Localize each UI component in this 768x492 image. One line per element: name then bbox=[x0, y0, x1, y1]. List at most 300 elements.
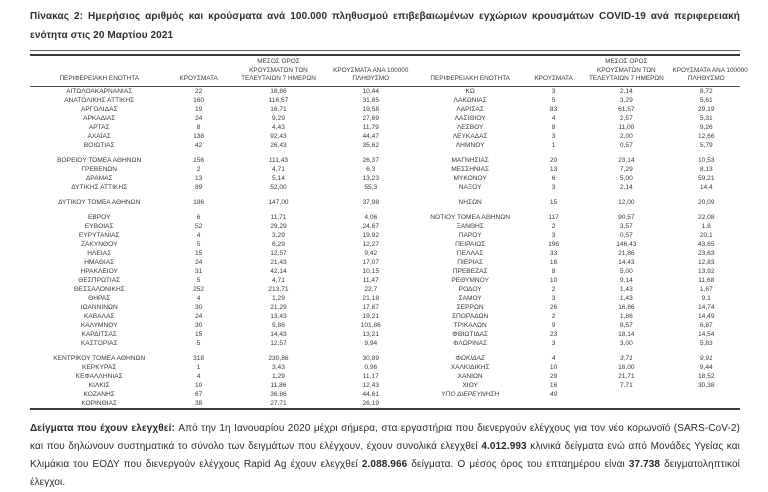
table-row bbox=[30, 285, 740, 294]
right-per100k-value: 1,8 bbox=[701, 222, 711, 230]
right-region-name: ΝΑΞΟΥ bbox=[458, 183, 482, 191]
right-avg7-value: 21,86 bbox=[618, 249, 635, 257]
left-avg7-value: 116,57 bbox=[268, 96, 289, 104]
left-region-name: ΕΥΒΟΙΑΣ bbox=[84, 222, 114, 230]
left-cases-value: 4 bbox=[196, 372, 201, 380]
left-per100k-value: 37,98 bbox=[362, 198, 380, 206]
left-per100k-value: 12,27 bbox=[362, 240, 380, 248]
right-avg7-value: 2,14 bbox=[619, 87, 633, 95]
covid-table-container bbox=[30, 57, 748, 410]
right-avg7-value: 16,86 bbox=[618, 303, 635, 311]
left-avg7-value: 9,86 bbox=[272, 321, 285, 329]
left-region-name: ΚΑΡΔΙΤΣΑΣ bbox=[81, 330, 117, 338]
left-avg7-value: 3,43 bbox=[272, 363, 285, 371]
left-avg7-value: 16,71 bbox=[270, 105, 287, 113]
right-avg7-value: 2,57 bbox=[619, 114, 633, 122]
footnote-bold-text: 4.012.993 bbox=[481, 440, 527, 452]
left-avg7-value: 13,43 bbox=[270, 312, 287, 320]
table-row bbox=[30, 132, 740, 141]
table-row bbox=[30, 339, 740, 348]
right-cases-value: 16 bbox=[549, 258, 558, 266]
left-per100k-value: 44,61 bbox=[362, 390, 380, 398]
right-region-name: ΦΛΩΡΙΝΑΣ bbox=[453, 339, 488, 347]
right-cases-value: 49 bbox=[549, 390, 558, 398]
right-per100k-value: 18,52 bbox=[697, 372, 715, 380]
table-row bbox=[30, 249, 740, 258]
left-cases-value: 1 bbox=[196, 363, 201, 371]
right-avg7-value: 21,71 bbox=[618, 372, 635, 380]
right-per100k-value: 14,74 bbox=[697, 303, 715, 311]
left-region-name: ΑΡΤΑΣ bbox=[88, 123, 110, 131]
right-avg7-value: 0,57 bbox=[619, 141, 633, 149]
right-avg7-value bbox=[580, 390, 672, 399]
right-region-name: ΛΑΣΙΘΙΟΥ bbox=[454, 114, 486, 122]
left-avg7-value: 9,29 bbox=[272, 114, 285, 122]
right-avg7-value: 61,57 bbox=[618, 105, 635, 113]
left-avg7-value: 5,14 bbox=[272, 174, 285, 182]
left-per100k-value: 10,44 bbox=[362, 87, 380, 95]
footnote-text: δείγματα. Ο μέσος όρος του επταημέρου είναι bbox=[407, 458, 629, 470]
table-row bbox=[30, 96, 740, 105]
left-avg7-value: 21,43 bbox=[270, 258, 287, 266]
right-per100k-value: 5,83 bbox=[699, 339, 713, 347]
left-per100k-value: 13,21 bbox=[362, 330, 380, 338]
left-avg7-value: 92,43 bbox=[270, 132, 287, 140]
left-region-name: ΖΑΚΥΝΘΟΥ bbox=[81, 240, 118, 248]
left-per100k-value: 26,37 bbox=[362, 156, 380, 164]
right-per100k-value: 9,91 bbox=[699, 354, 713, 362]
left-cases-value: 13 bbox=[194, 174, 203, 182]
right-region-name: ΛΕΥΚΑΔΑΣ bbox=[452, 132, 488, 140]
left-cases-value: 252 bbox=[193, 285, 205, 293]
left-cases-value: 138 bbox=[193, 132, 205, 140]
left-avg7-value: 29,29 bbox=[270, 222, 287, 230]
left-per100k-value: 55,3 bbox=[364, 183, 378, 191]
left-region-name: ΕΥΡΥΤΑΝΙΑΣ bbox=[78, 231, 120, 239]
footnote-bold-text: 2.088.966 bbox=[361, 458, 408, 470]
right-avg7-value: 23,14 bbox=[618, 156, 635, 164]
left-cases-value: 5 bbox=[196, 339, 201, 347]
right-region-name: ΡΟΔΟΥ bbox=[458, 285, 482, 293]
left-per100k-value: 19,58 bbox=[362, 105, 380, 113]
right-avg7-value: 3,71 bbox=[619, 354, 633, 362]
left-cases-value: 30 bbox=[194, 303, 203, 311]
left-region-name: ΔΡΑΜΑΣ bbox=[85, 174, 113, 182]
left-avg7-value: 26,43 bbox=[270, 141, 287, 149]
left-per100k-value: 4,06 bbox=[364, 213, 378, 221]
right-avg7-value: 14,43 bbox=[618, 258, 635, 266]
table-row bbox=[30, 372, 740, 381]
table-header-row bbox=[30, 57, 740, 86]
table-row bbox=[30, 267, 740, 276]
left-avg7-value: 4,71 bbox=[272, 276, 285, 284]
right-avg7-value: 0,57 bbox=[619, 231, 633, 239]
table-row bbox=[30, 114, 740, 123]
right-per100k-value: 12,83 bbox=[697, 258, 715, 266]
right-region-name: ΛΗΜΝΟΥ bbox=[455, 141, 485, 149]
table-row bbox=[30, 330, 740, 339]
left-cases-value: 15 bbox=[194, 330, 203, 338]
table-row bbox=[30, 165, 740, 174]
left-per100k-value: 24,67 bbox=[362, 222, 380, 230]
right-per100k-value: 59,21 bbox=[697, 174, 715, 182]
left-per100k-value: 35,62 bbox=[362, 141, 380, 149]
left-region-name: ΚΑΛΥΜΝΟΥ bbox=[80, 321, 118, 329]
right-avg7-value: 7,29 bbox=[619, 165, 633, 173]
right-avg7-value: 90,57 bbox=[618, 213, 635, 221]
left-cases-value: 318 bbox=[193, 354, 205, 362]
left-cases-value: 10 bbox=[194, 381, 203, 389]
right-avg7-value: 5,00 bbox=[619, 267, 633, 275]
right-per100k-value: 13,92 bbox=[697, 267, 715, 275]
left-cases-value: 5 bbox=[196, 276, 201, 284]
left-region-name: ΑΙΤΩΛΟΑΚΑΡΝΑΝΙΑΣ bbox=[66, 87, 133, 95]
right-per100k-value: 11,68 bbox=[698, 276, 715, 284]
left-region-name: ΗΡΑΚΛΕΙΟΥ bbox=[80, 267, 118, 275]
left-region-name: ΑΧΑΪΑΣ bbox=[87, 132, 111, 140]
footnote-bold-text: Δείγματα που έχουν ελεγχθεί: bbox=[30, 422, 179, 434]
left-region-name: ΚΑΣΤΟΡΙΑΣ bbox=[80, 339, 118, 347]
left-cases-value: 5 bbox=[196, 240, 201, 248]
footnote-text: κλινικά δείγματα ενώ από Μονάδες Υγείας και Κλιμάκια του ΕΟΔΥ που διενεργούν ελέγχους Rapid Ag έχουν ελεγχθεί bbox=[30, 440, 740, 470]
right-region-name bbox=[413, 399, 527, 408]
right-cases-value: 3 bbox=[551, 339, 556, 347]
table-row bbox=[30, 213, 740, 222]
left-per100k-value: 19,92 bbox=[362, 231, 380, 239]
left-region-name: ΔΥΤΙΚΗΣ ΑΤΤΙΚΗΣ bbox=[71, 183, 128, 191]
left-region-name: ΘΕΣΣΑΛΟΝΙΚΗΣ bbox=[73, 285, 125, 293]
left-cases-value: 31 bbox=[194, 267, 203, 275]
right-per100k-value: 9,26 bbox=[699, 123, 713, 131]
left-avg7-value: 111,43 bbox=[268, 156, 289, 164]
left-avg7-value: 4,71 bbox=[272, 165, 285, 173]
table-row bbox=[30, 156, 740, 165]
right-cases-value: 2 bbox=[551, 285, 556, 293]
right-per100k-value: 20,09 bbox=[697, 198, 715, 206]
right-cases-value: 6 bbox=[551, 174, 556, 182]
right-region-name: ΛΑΡΙΣΑΣ bbox=[456, 105, 484, 113]
right-cases-value: 33 bbox=[549, 249, 558, 257]
right-per100k-value: 14,54 bbox=[697, 330, 715, 338]
right-per100k-value: 5,61 bbox=[699, 96, 713, 104]
left-per100k-value: 10,15 bbox=[362, 267, 380, 275]
right-region-name: ΣΕΡΡΩΝ bbox=[456, 303, 484, 311]
right-cases-value: 3 bbox=[551, 132, 556, 140]
right-avg7-value: 18,14 bbox=[618, 330, 635, 338]
left-region-name: ΓΡΕΒΕΝΩΝ bbox=[81, 165, 118, 173]
right-region-name: ΣΑΜΟΥ bbox=[458, 294, 482, 302]
table-row bbox=[30, 174, 740, 183]
right-per100k-value: 10,53 bbox=[697, 156, 715, 164]
right-cases-value: 9 bbox=[551, 321, 556, 329]
left-per100k-value: 19,21 bbox=[362, 312, 380, 320]
left-avg7-value: 230,86 bbox=[268, 354, 289, 362]
right-region-name: ΧΙΟΥ bbox=[462, 381, 478, 389]
right-per100k-value: 5,79 bbox=[699, 141, 713, 149]
right-cases-value: 3 bbox=[551, 294, 556, 302]
table-row bbox=[30, 105, 740, 114]
table-row bbox=[30, 312, 740, 321]
table-row bbox=[30, 303, 740, 312]
left-region-name: ΑΡΓΟΛΙΔΑΣ bbox=[80, 105, 118, 113]
left-region-name: ΚΑΒΑΛΑΣ bbox=[83, 312, 115, 320]
left-per100k-value: 27,69 bbox=[362, 114, 380, 122]
right-cases-value: 3 bbox=[551, 183, 556, 191]
right-region-name: ΞΑΝΘΗΣ bbox=[456, 222, 484, 230]
right-region-name: ΜΕΣΣΗΝΙΑΣ bbox=[451, 165, 490, 173]
left-region-name: ΑΡΚΑΔΙΑΣ bbox=[83, 114, 116, 122]
right-per100k-value: 23,63 bbox=[697, 249, 715, 257]
right-region-name: ΥΠΟ ΔΙΕΡΕΥΝΗΣΗ bbox=[441, 390, 500, 398]
right-cases-header: ΚΡΟΥΣΜΑΤΑ bbox=[527, 57, 580, 86]
left-per100k-value: 9,94 bbox=[364, 339, 378, 347]
right-avg7-value: 1,43 bbox=[619, 285, 633, 293]
right-region-name: ΠΕΙΡΑΙΩΣ bbox=[455, 240, 486, 248]
left-cases-value: 160 bbox=[193, 96, 205, 104]
footnote-text: Από την 1η Ιανουαρίου 2020 μέχρι σήμερα, στα εργαστήρια που διενεργούν ελέγχους για τον νέο κορωνοϊό (SARS-CoV-2) και που δηλώνουν συστηματικά το σύνολο των δειγμάτων που ελέγχουν, έχουν συνολικά ελεγχθεί bbox=[30, 422, 740, 452]
left-region-name: ΚΕΦΑΛΛΗΝΙΑΣ bbox=[75, 372, 123, 380]
left-avg7-value: 27,71 bbox=[270, 399, 287, 407]
right-avg7-value: 146,43 bbox=[616, 240, 637, 248]
left-avg7-value: 52,00 bbox=[270, 183, 287, 191]
left-region-name: ΘΕΣΠΡΩΤΙΑΣ bbox=[78, 276, 121, 284]
right-avg7-value: 2,14 bbox=[619, 183, 633, 191]
right-per100k-value: 14,4 bbox=[699, 183, 713, 191]
left-per100k-value: 17,07 bbox=[362, 258, 380, 266]
right-per100k-value: 14,49 bbox=[697, 312, 715, 320]
right-region-name: ΝΗΣΩΝ bbox=[458, 198, 482, 206]
left-region-name: ΒΟΡΕΙΟΥ ΤΟΜΕΑ ΑΘΗΝΩΝ bbox=[57, 156, 142, 164]
left-avg7-value: 36,86 bbox=[270, 390, 287, 398]
left-region-header: ΠΕΡΙΦΕΡΕΙΑΚΗ ΕΝΟΤΗΤΑ bbox=[30, 57, 168, 86]
left-per100k-value: 13,23 bbox=[362, 174, 380, 182]
right-region-name: ΦΘΙΩΤΙΔΑΣ bbox=[452, 330, 489, 338]
right-avg7-value bbox=[580, 399, 672, 408]
right-per100k-value: 43,65 bbox=[697, 240, 715, 248]
right-region-name: ΠΑΡΟΥ bbox=[458, 231, 482, 239]
right-region-name: ΠΙΕΡΙΑΣ bbox=[457, 258, 483, 266]
right-cases-value: 4 bbox=[551, 114, 556, 122]
left-region-name: ΙΩΑΝΝΙΝΩΝ bbox=[80, 303, 118, 311]
right-cases-value: 8 bbox=[551, 267, 556, 275]
right-cases-value: 8 bbox=[551, 123, 556, 131]
right-avg7-value: 9,14 bbox=[619, 276, 633, 284]
table-row bbox=[30, 183, 740, 192]
left-avg7-value: 3,29 bbox=[272, 231, 285, 239]
left-cases-value: 67 bbox=[194, 390, 203, 398]
right-per100k-value: 9,44 bbox=[699, 363, 713, 371]
left-region-name: ΚΟΡΙΝΘΙΑΣ bbox=[81, 399, 118, 407]
left-per100k-header: ΚΡΟΥΣΜΑΤΑ ΑΝΑ 100000 ΠΛΗΘΥΣΜΟ bbox=[328, 57, 413, 86]
covid-region-table bbox=[30, 57, 748, 408]
table-row bbox=[30, 381, 740, 390]
left-avg7-value: 213,71 bbox=[268, 285, 289, 293]
right-cases-value: 29 bbox=[549, 372, 558, 380]
right-cases-value: 16 bbox=[549, 381, 558, 389]
left-region-name: ΚΟΖΑΝΗΣ bbox=[83, 390, 115, 398]
right-avg7-value: 1,86 bbox=[619, 312, 633, 320]
right-region-name: ΡΕΘΥΜΝΟΥ bbox=[451, 276, 489, 284]
right-region-name: ΛΑΚΩΝΙΑΣ bbox=[453, 96, 487, 104]
table-row bbox=[30, 231, 740, 240]
right-cases-value: 4 bbox=[551, 354, 556, 362]
left-cases-value: 19 bbox=[194, 105, 203, 113]
table-row bbox=[30, 222, 740, 231]
left-per100k-value: 12,43 bbox=[362, 381, 380, 389]
left-per100k-value: 31,85 bbox=[362, 96, 380, 104]
table-row bbox=[30, 276, 740, 285]
right-per100k-value: 6,87 bbox=[699, 321, 713, 329]
left-per100k-value: 9,42 bbox=[364, 249, 378, 257]
left-per100k-value: 17,87 bbox=[362, 303, 380, 311]
left-per100k-value: 11,79 bbox=[362, 123, 379, 131]
right-cases-value: 13 bbox=[549, 165, 558, 173]
right-region-header: ΠΕΡΙΦΕΡΕΙΑΚΗ ΕΝΟΤΗΤΑ bbox=[413, 57, 527, 86]
right-per100k-value: 1,67 bbox=[699, 285, 713, 293]
right-per100k-value bbox=[673, 399, 741, 408]
footnote-text: δειγματοληπτικοί έλεγχοι. bbox=[30, 458, 740, 488]
left-region-name: ΗΛΕΙΑΣ bbox=[87, 249, 112, 257]
right-cases-value: 1 bbox=[551, 141, 556, 149]
table-row bbox=[30, 258, 740, 267]
right-per100k-header: ΚΡΟΥΣΜΑΤΑ ΑΝΑ 100000 ΠΛΗΘΥΣΜΟ bbox=[673, 57, 741, 86]
right-region-name: ΚΩ bbox=[465, 87, 475, 95]
right-avg7-value: 7,71 bbox=[619, 381, 633, 389]
left-cases-value: 8 bbox=[196, 123, 201, 131]
left-per100k-value: 11,47 bbox=[362, 276, 379, 284]
left-region-name: ΒΟΙΩΤΙΑΣ bbox=[83, 141, 115, 149]
right-cases-value: 3 bbox=[551, 231, 556, 239]
right-avg7-value: 3,00 bbox=[619, 339, 633, 347]
left-avg7-value: 14,43 bbox=[270, 330, 287, 338]
right-avg7-value: 16,00 bbox=[618, 363, 635, 371]
left-per100k-value: 21,18 bbox=[362, 294, 380, 302]
right-avg7-value: 3,57 bbox=[619, 222, 633, 230]
table-body bbox=[30, 86, 740, 408]
left-per100k-value: 22,7 bbox=[364, 285, 378, 293]
right-cases-value: 2 bbox=[551, 312, 556, 320]
table-row bbox=[30, 86, 740, 96]
right-per100k-value: 30,38 bbox=[697, 381, 715, 389]
right-per100k-value: 29,19 bbox=[697, 105, 715, 113]
left-cases-value: 186 bbox=[193, 198, 205, 206]
left-cases-value: 4 bbox=[196, 294, 201, 302]
left-cases-value: 2 bbox=[196, 165, 201, 173]
right-avg7-value: 2,00 bbox=[619, 132, 633, 140]
right-region-name: ΧΑΝΙΩΝ bbox=[457, 372, 483, 380]
left-region-name: ΕΒΡΟΥ bbox=[87, 213, 111, 221]
left-per100k-value: 6,3 bbox=[366, 165, 376, 173]
right-cases-value: 3 bbox=[551, 87, 556, 95]
left-cases-value: 52 bbox=[194, 222, 203, 230]
right-region-name: ΜΥΚΟΝΟΥ bbox=[453, 174, 487, 182]
left-avg7-value: 42,14 bbox=[270, 267, 287, 275]
right-per100k-value: 8,72 bbox=[699, 87, 713, 95]
table-row bbox=[30, 294, 740, 303]
left-avg7-value: 11,86 bbox=[270, 381, 287, 389]
table-row bbox=[30, 390, 740, 399]
right-avg7-value: 5,00 bbox=[619, 174, 633, 182]
right-per100k-value: 20,1 bbox=[699, 231, 713, 239]
table-row bbox=[30, 198, 740, 207]
right-cases-value: 83 bbox=[549, 105, 558, 113]
footnote-bold-text: 37.738 bbox=[628, 458, 661, 470]
left-cases-value: 6 bbox=[196, 213, 201, 221]
left-region-name: ΘΗΡΑΣ bbox=[88, 294, 111, 302]
left-region-name: ΔΥΤΙΚΟΥ ΤΟΜΕΑ ΑΘΗΝΩΝ bbox=[58, 198, 141, 206]
left-region-name: ΗΜΑΘΙΑΣ bbox=[84, 258, 115, 266]
table-row bbox=[30, 354, 740, 363]
left-cases-value: 156 bbox=[193, 156, 205, 164]
right-cases-value: 15 bbox=[549, 198, 558, 206]
left-avg7-value: 11,71 bbox=[270, 213, 287, 221]
left-per100k-value: 26,19 bbox=[362, 399, 380, 407]
right-cases-value: 10 bbox=[549, 276, 558, 284]
left-avg7-value: 6,29 bbox=[272, 240, 285, 248]
left-avg7-header: ΜΕΣΟΣ ΟΡΟΣ ΚΡΟΥΣΜΑΤΩΝ ΤΩΝ ΤΕΛΕΥΤΑΙΩΝ 7 ΗΜΕΡΩΝ bbox=[229, 57, 328, 86]
left-cases-value: 24 bbox=[194, 114, 203, 122]
right-avg7-value: 1,43 bbox=[619, 294, 633, 302]
left-per100k-value: 11,17 bbox=[362, 372, 379, 380]
right-region-name: ΜΑΓΝΗΣΙΑΣ bbox=[451, 156, 489, 164]
left-cases-value: 15 bbox=[194, 249, 203, 257]
table-row bbox=[30, 363, 740, 372]
right-region-name: ΣΠΟΡΑΔΩΝ bbox=[451, 312, 489, 320]
right-cases-value: 2 bbox=[551, 222, 556, 230]
right-per100k-value bbox=[673, 390, 741, 399]
left-cases-value: 4 bbox=[196, 231, 201, 239]
left-cases-header: ΚΡΟΥΣΜΑΤΑ bbox=[168, 57, 228, 86]
right-cases-value: 20 bbox=[549, 156, 558, 164]
left-cases-value: 22 bbox=[194, 87, 203, 95]
left-avg7-value: 4,43 bbox=[272, 123, 285, 131]
right-avg7-value: 11,00 bbox=[618, 123, 635, 131]
right-cases-value bbox=[527, 399, 580, 408]
right-per100k-value: 22,08 bbox=[697, 213, 715, 221]
title-divider bbox=[30, 50, 740, 56]
right-region-name: ΤΡΙΚΑΛΩΝ bbox=[453, 321, 487, 329]
left-cases-value: 24 bbox=[194, 258, 203, 266]
tested-samples-note bbox=[30, 420, 740, 492]
table-row bbox=[30, 141, 740, 150]
left-region-name: ΚΕΝΤΡΙΚΟΥ ΤΟΜΕΑ ΑΘΗΝΩΝ bbox=[53, 354, 146, 362]
right-avg7-value: 3,29 bbox=[619, 96, 633, 104]
right-region-name: ΦΩΚΙΔΑΣ bbox=[455, 354, 485, 362]
left-per100k-value: 0,96 bbox=[364, 363, 378, 371]
left-per100k-value: 30,89 bbox=[362, 354, 380, 362]
left-avg7-value: 147,00 bbox=[268, 198, 289, 206]
left-cases-value: 30 bbox=[194, 321, 203, 329]
right-cases-value: 23 bbox=[549, 330, 558, 338]
right-region-name: ΠΕΛΛΑΣ bbox=[456, 249, 484, 257]
right-cases-value: 117 bbox=[548, 213, 559, 221]
right-region-name: ΠΡΕΒΕΖΑΣ bbox=[452, 267, 488, 275]
left-region-name: ΚΕΡΚΥΡΑΣ bbox=[82, 363, 117, 371]
right-cases-value: 5 bbox=[551, 96, 556, 104]
right-per100k-value: 5,31 bbox=[699, 114, 713, 122]
left-per100k-value: 101,86 bbox=[360, 321, 381, 329]
left-avg7-value: 1,29 bbox=[272, 372, 285, 380]
left-avg7-value: 21,29 bbox=[270, 303, 287, 311]
table-row bbox=[30, 399, 740, 408]
right-avg7-value: 8,57 bbox=[619, 321, 633, 329]
right-per100k-value: 9,1 bbox=[701, 294, 711, 302]
left-per100k-value: 44,47 bbox=[362, 132, 380, 140]
left-avg7-value: 12,57 bbox=[270, 249, 287, 257]
table-row bbox=[30, 321, 740, 330]
left-avg7-value: 18,86 bbox=[270, 87, 287, 95]
right-cases-value: 10 bbox=[549, 363, 558, 371]
